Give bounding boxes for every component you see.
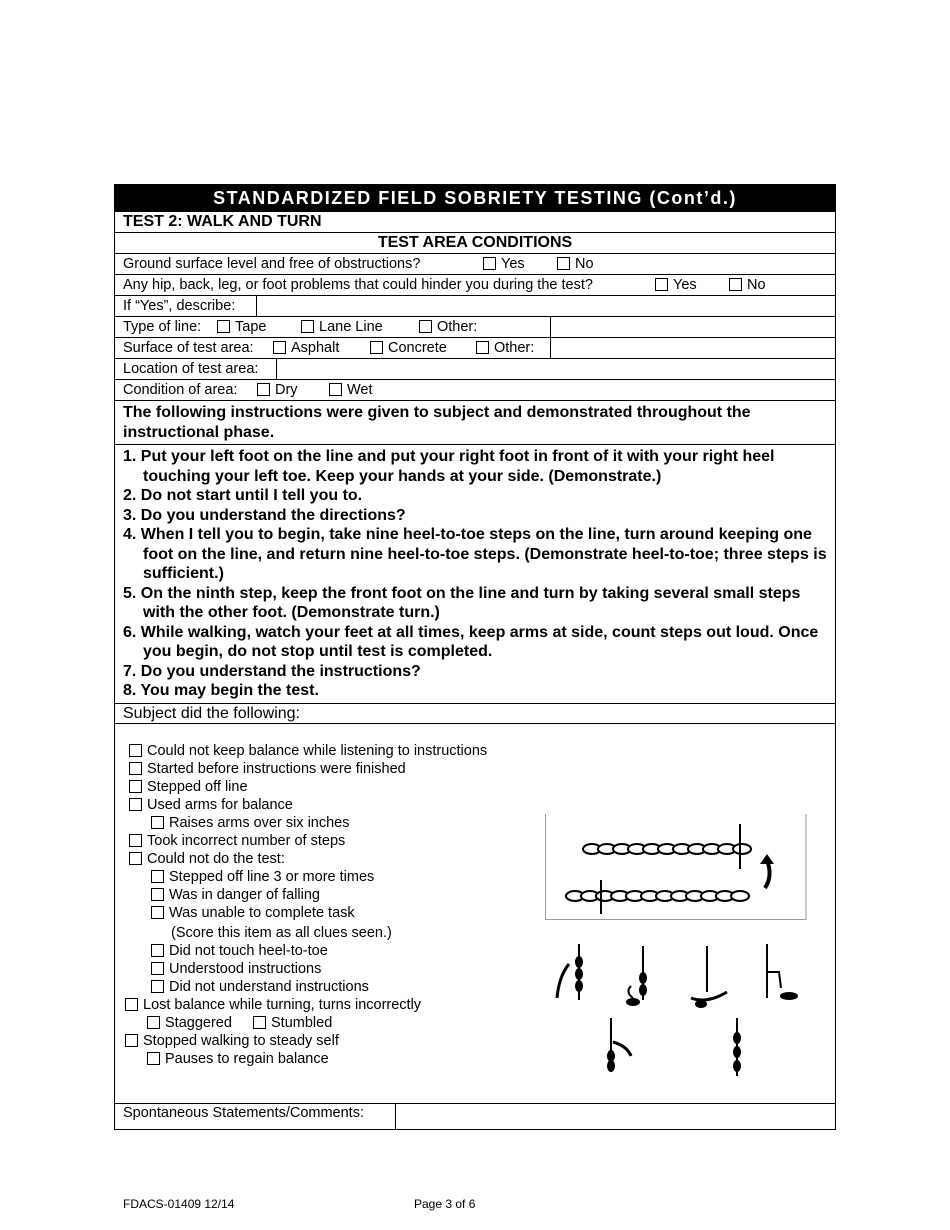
obs-item[interactable] [147,1050,329,1068]
line-label: Type of line: [123,319,202,335]
surface-other-checkbox[interactable] [476,341,489,354]
obs-item[interactable] [129,850,285,868]
obs-checkbox[interactable] [147,1052,160,1065]
obs-label: Could not do the test: [147,850,285,867]
obs-item[interactable] [151,868,374,886]
instruction-item: 8. You may begin the test. [123,682,319,699]
obs-item[interactable] [125,1032,339,1050]
condition-dry[interactable] [257,380,298,400]
hip-no-label: No [747,277,766,293]
surface-other[interactable] [476,338,534,358]
ground-no-checkbox[interactable] [557,257,570,270]
obs-checkbox[interactable] [147,1016,160,1029]
line-other-checkbox[interactable] [419,320,432,333]
instruction-item: 2. Do not start until I tell you to. [123,487,363,504]
surface-label: Surface of test area: [123,340,254,356]
ground-yes-checkbox[interactable] [483,257,496,270]
obs-label: Used arms for balance [147,796,293,813]
obs-checkbox[interactable] [129,744,142,757]
hip-no[interactable] [729,275,766,295]
line-tape-label: Tape [235,319,267,335]
obs-item[interactable] [151,942,328,960]
obs-checkbox[interactable] [125,998,138,1011]
line-other-label: Other: [437,319,478,335]
surface-row [115,337,835,358]
line-tape-checkbox[interactable] [217,320,230,333]
surface-asphalt-label: Asphalt [291,340,340,356]
obs-checkbox[interactable] [151,906,164,919]
surface-asphalt[interactable] [273,338,339,358]
line-lane-label: Lane Line [319,319,383,335]
instruction-item: 1. Put your left foot on the line and put your right foot in front of it with your right heel touching your left toe. Keep your hands at your side. (Demonstrate.) [123,448,775,485]
ground-surface-row [115,253,835,274]
line-lane-checkbox[interactable] [301,320,314,333]
section-heading: TEST AREA CONDITIONS [115,232,835,253]
hip-yes-label: Yes [673,277,697,293]
sfst-form [114,184,836,1130]
ground-no-label: No [575,256,594,272]
obs-label: Understood instructions [169,960,322,977]
if-yes-row [115,295,835,316]
instruction-item: 7. Do you understand the instructions? [123,662,421,680]
obs-item[interactable] [129,778,248,796]
obs-label: Stepped off line 3 or more times [169,868,375,885]
obs-checkbox[interactable] [151,888,164,901]
obs-item[interactable] [129,760,406,778]
obs-checkbox[interactable] [125,1034,138,1047]
hip-yes-checkbox[interactable] [655,278,668,291]
surface-concrete-label: Concrete [388,340,447,356]
condition-wet-label: Wet [347,382,373,398]
observations-area [115,723,835,1103]
divider [550,317,551,337]
obs-label: Started before instructions were finished [147,760,406,777]
instruction-item: 6. While walking, watch your feet at all times, keep arms at side, count steps out loud. Once you begin, do not stop until test is completed. [123,623,819,660]
ground-question: Ground surface level and free of obstructions? [123,256,421,272]
obs-item[interactable] [129,796,293,814]
line-lane[interactable] [301,317,383,337]
observations-heading: Subject did the following: [115,703,835,723]
location-label: Location of test area: [123,361,259,377]
obs-item[interactable] [147,1014,232,1032]
hip-no-checkbox[interactable] [729,278,742,291]
obs-label: Was unable to complete task [169,904,355,921]
obs-label: Could not keep balance while listening to instructions [147,742,488,759]
condition-wet-checkbox[interactable] [329,383,342,396]
obs-item[interactable] [151,904,355,922]
obs-item[interactable] [151,960,321,978]
obs-label: Was in danger of falling [169,886,320,903]
divider [276,359,277,379]
obs-label: Did not touch heel-to-toe [169,942,328,959]
instructions-list [115,444,835,703]
obs-checkbox[interactable] [129,780,142,793]
obs-label: Lost balance while turning, turns incorrectly [143,996,422,1013]
hip-yes[interactable] [655,275,697,295]
line-other[interactable] [419,317,477,337]
instructions-intro: The following instructions were given to subject and demonstrated throughout the instructional phase. [115,400,835,444]
form-id: FDACS-01409 12/14 [123,1197,235,1211]
if-yes-label: If “Yes”, describe: [123,298,236,314]
obs-item[interactable] [151,978,369,996]
obs-checkbox[interactable] [129,798,142,811]
obs-label: Raises arms over six inches [169,814,350,831]
divider [256,296,257,316]
instruction-item: 3. Do you understand the directions? [123,506,406,524]
condition-row [115,379,835,400]
comments-label: Spontaneous Statements/Comments: [123,1104,364,1121]
hip-question: Any hip, back, leg, or foot problems that could hinder you during the test? [123,277,593,293]
obs-label: Pauses to regain balance [165,1050,329,1067]
obs-checkbox[interactable] [129,834,142,847]
line-tape[interactable] [217,317,266,337]
obs-item[interactable] [125,996,421,1014]
obs-label: Stepped off line [147,778,248,795]
obs-item[interactable] [253,1014,332,1032]
obs-label: Did not understand instructions [169,978,369,995]
turn-diagrams [551,942,811,1082]
walk-line-diagram [545,814,807,920]
obs-checkbox[interactable] [151,944,164,957]
page-number: Page 3 of 6 [414,1197,476,1211]
obs-checkbox[interactable] [151,980,164,993]
obs-label: Staggered [165,1014,232,1031]
surface-concrete-checkbox[interactable] [370,341,383,354]
obs-checkbox[interactable] [151,962,164,975]
obs-item[interactable] [151,886,320,904]
condition-label: Condition of area: [123,382,238,398]
ground-yes[interactable] [483,254,525,274]
obs-checkbox[interactable] [151,870,164,883]
score-note: (Score this item as all clues seen.) [171,924,392,941]
divider [550,338,551,358]
hip-problems-row [115,274,835,295]
instruction-item: 5. On the ninth step, keep the front foot on the line and turn by taking several small steps with the other foot. (Demonstrate turn.) [123,584,801,621]
surface-asphalt-checkbox[interactable] [273,341,286,354]
obs-checkbox[interactable] [129,852,142,865]
ground-no[interactable] [557,254,594,274]
obs-checkbox[interactable] [151,816,164,829]
comments-row [115,1103,835,1129]
obs-item[interactable] [129,742,487,760]
condition-wet[interactable] [329,380,373,400]
divider [395,1104,396,1129]
condition-dry-checkbox[interactable] [257,383,270,396]
surface-concrete[interactable] [370,338,447,358]
instruction-item: 4. When I tell you to begin, take nine heel-to-toe steps on the line, turn around keeping one foot on the line, and return nine heel-to-toe steps. (Demonstrate heel-to-toe; three steps is sufficient.) [123,526,827,582]
type-of-line-row [115,316,835,337]
test-name: TEST 2: WALK AND TURN [115,211,835,232]
obs-label: Took incorrect number of steps [147,832,346,849]
obs-checkbox[interactable] [129,762,142,775]
surface-other-label: Other: [494,340,535,356]
obs-checkbox[interactable] [253,1016,266,1029]
condition-dry-label: Dry [275,382,298,398]
obs-label: Stumbled [271,1014,333,1031]
obs-label: Stopped walking to steady self [143,1032,339,1049]
location-row [115,358,835,379]
obs-item[interactable] [151,814,350,832]
form-title: STANDARDIZED FIELD SOBRIETY TESTING (Cont’d.) [115,185,835,211]
obs-item[interactable] [129,832,345,850]
ground-yes-label: Yes [501,256,525,272]
